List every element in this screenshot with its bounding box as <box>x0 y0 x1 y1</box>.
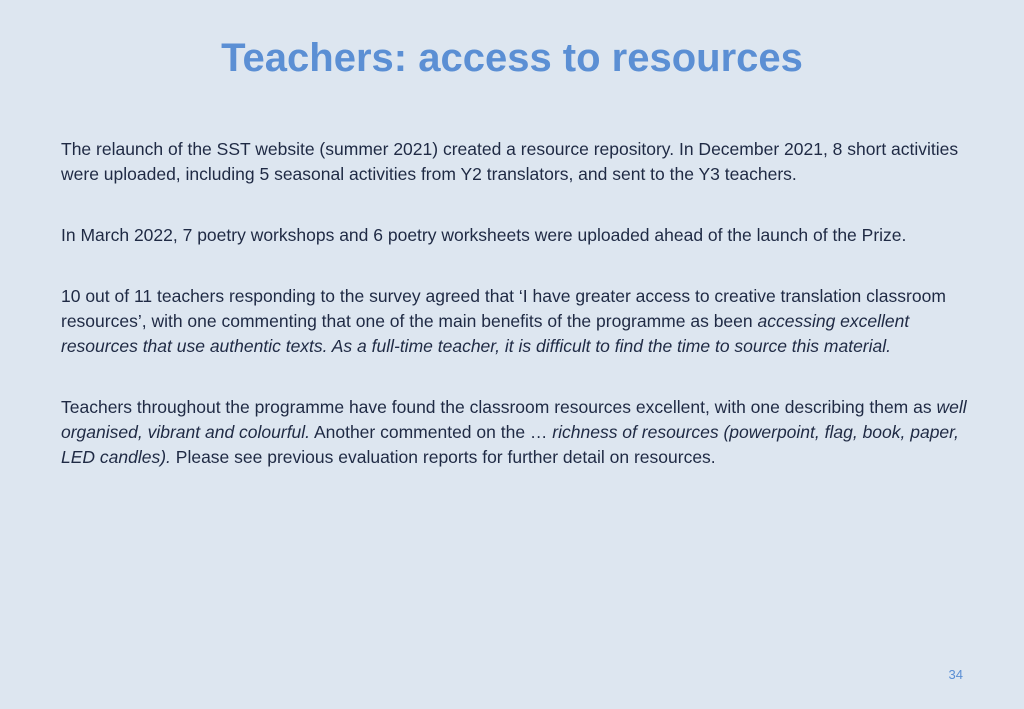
feedback-text-1: Teachers throughout the programme have found the classroom resources excellent, with one describing them as <box>61 397 937 417</box>
survey-quote: accessing excellent resources that use authentic texts. As a full-time teacher, it is difficult to find the time to source this material. <box>61 311 910 356</box>
paragraph-survey-result <box>61 284 971 359</box>
paragraph-poetry-workshops: In March 2022, 7 poetry workshops and 6 poetry worksheets were uploaded ahead of the launch of the Prize. <box>61 225 907 245</box>
slide-title: Teachers: access to resources <box>221 36 803 80</box>
slide-body <box>61 137 971 506</box>
page-number: 34 <box>948 667 963 682</box>
feedback-quote-2: richness of resources (powerpoint, flag, book, paper, LED candles). <box>61 422 959 467</box>
paragraph-website-relaunch: The relaunch of the SST website (summer 2021) created a resource repository. In December 2021, 8 short activities were uploaded, including 5 seasonal activities from Y2 translators, and sent to the Y3 teachers. <box>61 139 959 184</box>
feedback-text-3: Please see previous evaluation reports for further detail on resources. <box>170 447 716 467</box>
feedback-text-2: Another commented on the … <box>310 422 553 442</box>
feedback-quote-1: well organised, vibrant and colourful. <box>61 397 967 442</box>
paragraph-teacher-feedback <box>61 395 971 470</box>
survey-text: 10 out of 11 teachers responding to the survey agreed that ‘I have greater access to creative translation classroom resources’, with one commenting that one of the main benefits of the programme as been <box>61 286 946 331</box>
